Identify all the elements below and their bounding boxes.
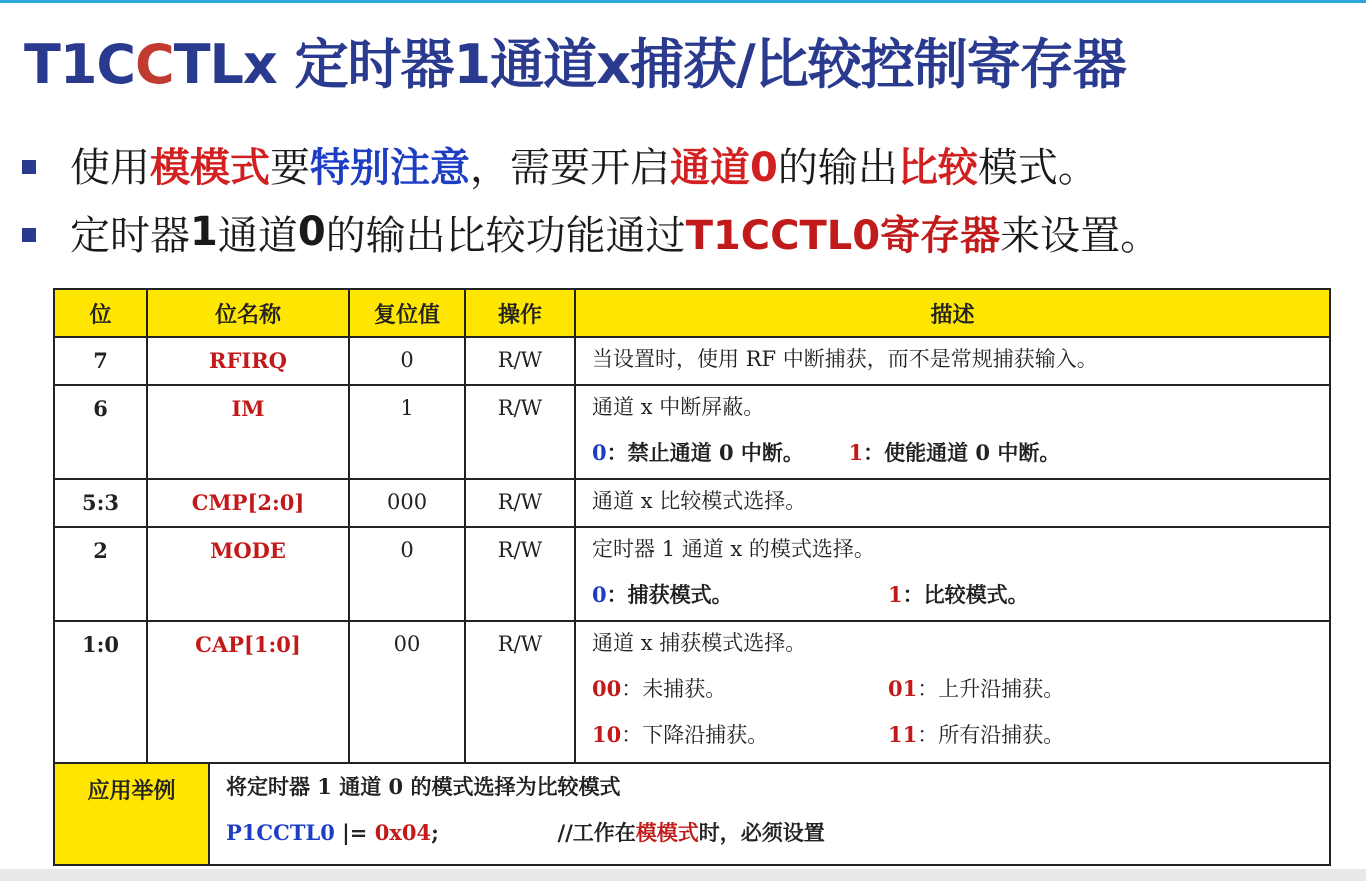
slide-title [24, 22, 1126, 99]
cell-bit: 6 [54, 385, 147, 479]
cell-bit-name: RFIRQ [147, 337, 349, 385]
cell-desc [575, 479, 1330, 527]
code-comment-highlight: 模模式 [635, 820, 699, 845]
example-label: 应用举例 [54, 763, 209, 865]
bullet-text: 通道 [217, 212, 298, 259]
code-semicolon: ; [431, 820, 439, 845]
option-key: 01 [888, 676, 918, 701]
cell-bit: 5:3 [54, 479, 147, 527]
cell-desc [575, 621, 1330, 763]
bullet-highlight-red: 通道0 [670, 144, 778, 191]
cell-desc [575, 527, 1330, 621]
bullet-text: 的输出比较功能通过 [325, 212, 686, 259]
cell-bit: 2 [54, 527, 147, 621]
cell-bit-name: CMP[2:0] [147, 479, 349, 527]
option-key: 0 [592, 440, 607, 465]
top-accent-line [0, 0, 1366, 3]
desc-options [592, 582, 1329, 616]
cell-op: R/W [465, 385, 575, 479]
desc-line: 通道 x 捕获模式选择。 [592, 631, 807, 655]
example-description: 将定时器 1 通道 0 的模式选择为比较模式 [226, 774, 621, 799]
cell-op: R/W [465, 479, 575, 527]
example-code [226, 818, 1329, 864]
header-description: 描述 [575, 289, 1330, 337]
header-operation: 操作 [465, 289, 575, 337]
option-text: ：使能通道 0 中断。 [863, 440, 1061, 465]
code-operator: |= [334, 820, 375, 845]
option-text: ：捕获模式。 [606, 582, 733, 607]
option-key: 1 [848, 440, 864, 465]
bullet-highlight-blue: 特别注意 [310, 144, 470, 191]
desc-options [592, 440, 1329, 474]
bullet-square-icon [22, 160, 36, 174]
cell-desc [575, 337, 1330, 385]
code-comment: //工作在 [557, 820, 636, 845]
cell-desc [575, 385, 1330, 479]
cell-bit: 7 [54, 337, 147, 385]
option-key: 10 [592, 722, 622, 747]
bullet-text-bold: 1 [190, 209, 218, 255]
bullet-square-icon [22, 228, 36, 242]
cell-reset: 1 [349, 385, 465, 479]
option-text: ：禁止通道 0 中断。 [606, 440, 804, 465]
option-key: 11 [888, 722, 918, 747]
option-text: ：未捕获。 [621, 677, 727, 701]
table-row [54, 385, 1330, 479]
register-table [53, 288, 1331, 866]
bullet-highlight-red: 比较 [897, 144, 978, 191]
table-header-row [54, 289, 1330, 337]
table-row [54, 337, 1330, 385]
bullet-text: 的输出 [777, 144, 898, 191]
cell-op: R/W [465, 337, 575, 385]
header-reset-value: 复位值 [349, 289, 465, 337]
bullet-text: 使用 [70, 144, 150, 191]
desc-options [592, 676, 1329, 722]
bullet-text: 来设置。 [1000, 212, 1161, 259]
cell-reset: 00 [349, 621, 465, 763]
bullet-item-1 [22, 130, 1160, 198]
option-key: 00 [592, 676, 622, 701]
cell-op: R/W [465, 621, 575, 763]
table-row [54, 479, 1330, 527]
option-key: 1 [888, 582, 903, 607]
bullet-highlight-red: T1CCTL0寄存器 [685, 212, 1001, 259]
option-key: 0 [592, 582, 607, 607]
bullet-text: 要 [270, 144, 310, 191]
desc-line: 当设置时，使用 RF 中断捕获，而不是常规捕获输入。 [592, 347, 1098, 371]
desc-line: 定时器 1 通道 x 的模式选择。 [592, 537, 875, 561]
title-part: T1C [24, 33, 136, 96]
option-text: ：比较模式。 [902, 582, 1029, 607]
cell-reset: 000 [349, 479, 465, 527]
cell-bit-name: IM [147, 385, 349, 479]
cell-reset: 0 [349, 337, 465, 385]
cell-reset: 0 [349, 527, 465, 621]
bullet-item-2 [22, 198, 1160, 266]
code-value: 0x04 [374, 820, 432, 845]
bottom-bar [0, 869, 1366, 881]
header-bit-name: 位名称 [147, 289, 349, 337]
option-text: ：所有沿捕获。 [917, 723, 1065, 747]
table-row [54, 527, 1330, 621]
desc-line: 通道 x 中断屏蔽。 [592, 395, 765, 419]
desc-line: 通道 x 比较模式选择。 [592, 489, 807, 513]
cell-bit: 1:0 [54, 621, 147, 763]
bullet-list [22, 130, 1160, 266]
bullet-text: 模式。 [977, 144, 1098, 191]
bullet-text: ，需要开启 [470, 144, 670, 191]
desc-options [592, 722, 1329, 756]
title-part: TLx 定时器1通道x捕获/比较控制寄存器 [173, 33, 1126, 96]
cell-op: R/W [465, 527, 575, 621]
bullet-text: 定时器 [70, 212, 190, 259]
cell-bit-name: MODE [147, 527, 349, 621]
table-row [54, 621, 1330, 763]
code-register: P1CCTL0 [226, 820, 335, 845]
code-comment: 时，必须设置 [698, 820, 825, 845]
option-text: ：上升沿捕获。 [917, 677, 1065, 701]
example-row [54, 763, 1330, 865]
title-annotated-letter: C [135, 33, 174, 96]
bullet-text-bold: 0 [297, 209, 326, 255]
bullet-highlight-red: 模模式 [150, 144, 270, 191]
cell-bit-name: CAP[1:0] [147, 621, 349, 763]
header-bit: 位 [54, 289, 147, 337]
option-text: ：下降沿捕获。 [621, 723, 769, 747]
example-body [209, 763, 1330, 865]
